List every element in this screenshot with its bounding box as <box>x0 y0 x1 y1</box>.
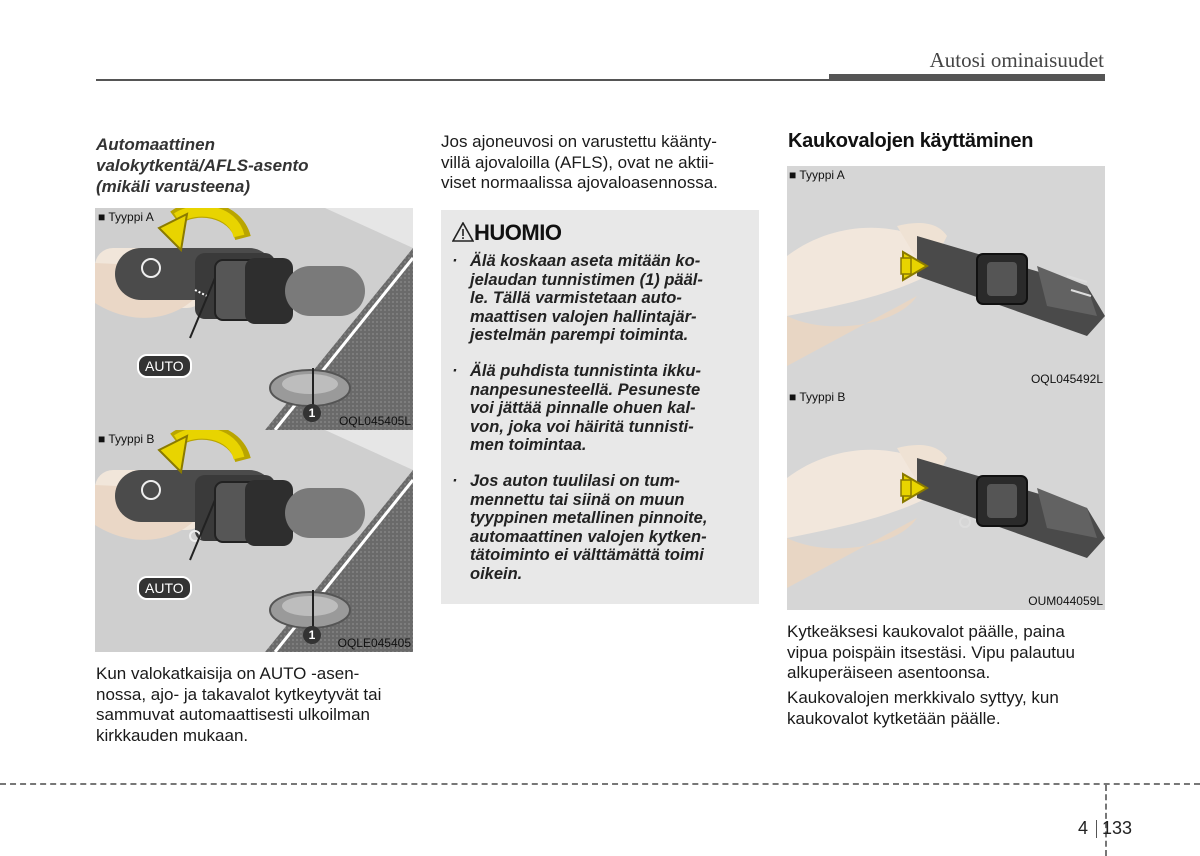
bullet: · <box>452 252 458 270</box>
section-title-line: Automaattinen <box>96 135 215 154</box>
text-line: von, joka voi häiritä tunnisti- <box>470 417 694 436</box>
text-line: Kytkeäksesi kaukovalot päälle, paina <box>787 622 1065 641</box>
figure-code: OQLE045405 <box>337 636 411 650</box>
text-line: alkuperäiseen asentoonsa. <box>787 663 991 682</box>
text-line: tyyppinen metallinen pinnoite, <box>470 509 708 528</box>
chapter-number: 4 <box>1078 818 1089 838</box>
figure-code: OQL045492L <box>1030 372 1103 386</box>
section-title-line: (mikäli varusteena) <box>96 177 251 196</box>
caution-item <box>452 252 752 345</box>
text-line: Kaukovalojen merkkivalo syttyy, kun <box>787 688 1059 707</box>
figure-code: OQL045405L <box>338 414 411 428</box>
text-line: nanpesunesteellä. Pesuneste <box>470 380 701 399</box>
text-line: maattisen valojen hallintajär- <box>470 307 697 326</box>
text-line: jelaudan tunnistimen (1) pääl- <box>470 270 703 289</box>
auto-badge: AUTO <box>137 354 192 378</box>
text-line: viset normaalissa ajovaloasennossa. <box>441 173 718 192</box>
bullet: · <box>452 362 458 380</box>
header-title: Autosi ominaisuudet <box>929 48 1104 72</box>
high-beam-instructions <box>787 622 1105 684</box>
figure-high-beam-type-b <box>787 388 1105 610</box>
text-line: kaukovalot kytketään päälle. <box>787 708 1001 728</box>
auto-light-description <box>96 664 414 746</box>
text-line: Älä koskaan aseta mitään ko- <box>470 252 701 270</box>
caution-item <box>452 472 752 584</box>
bullet: · <box>452 472 458 490</box>
text-line: sammuvat automaattisesti ulkoilman <box>96 705 371 724</box>
callout-number: 1 <box>303 626 321 644</box>
section-title-line: valokytkentä/AFLS-asento <box>96 156 309 175</box>
auto-badge: AUTO <box>137 576 192 600</box>
figure-high-beam-type-a <box>787 166 1105 388</box>
figure-light-switch-type-b <box>95 430 413 652</box>
text-line: Jos ajoneuvosi on varustettu käänty- <box>441 132 717 151</box>
header-rule <box>96 79 829 81</box>
footer-dashed-rule <box>0 783 1200 785</box>
page-number-separator <box>1096 820 1097 838</box>
high-beam-illustration <box>787 388 1105 610</box>
text-line: voi jättää pinnalle ohuen kal- <box>470 399 696 418</box>
text-line: nossa, ajo- ja takavalot kytkeytyvät tai <box>96 684 382 704</box>
figure-code: OUM044059L <box>1028 594 1103 608</box>
figure-light-switch-type-a <box>95 208 413 430</box>
high-beam-illustration <box>787 166 1105 388</box>
text-line: jestelmän parempi toiminta. <box>470 326 689 345</box>
high-beam-indicator-note <box>787 688 1105 729</box>
caution-item <box>452 362 752 455</box>
text-line: kirkkauden mukaan. <box>96 725 249 745</box>
text-line: vipua poispäin itsestäsi. Vipu palautuu <box>787 642 1075 662</box>
figure-label: ■ Tyyppi B <box>789 390 846 404</box>
light-switch-illustration <box>95 208 413 430</box>
text-line: Älä puhdista tunnistinta ikku- <box>470 362 702 380</box>
afls-intro <box>441 132 759 194</box>
text-line: Kun valokatkaisija on AUTO -asen- <box>96 664 360 683</box>
section-title-high-beam: Kaukovalojen käyttäminen <box>788 130 1034 152</box>
figure-label: ■ Tyyppi A <box>789 168 845 182</box>
caution-title: HUOMIO <box>474 220 562 245</box>
light-switch-illustration <box>95 430 413 652</box>
header-rule-bold <box>829 74 1105 81</box>
text-line: le. Tällä varmistetaan auto- <box>470 289 682 308</box>
text-line: oikein. <box>470 564 523 583</box>
caution-box <box>441 210 759 604</box>
callout-number: 1 <box>303 404 321 422</box>
text-line: villä ajovaloilla (AFLS), ovat ne aktii- <box>441 152 715 172</box>
text-line: tätoiminto ei välttämättä toimi <box>470 546 704 565</box>
page-number: 133 <box>1102 818 1133 838</box>
text-line: men toimintaa. <box>470 436 587 455</box>
figure-label: ■ Tyyppi B <box>98 432 155 446</box>
figure-label: ■ Tyyppi A <box>98 210 154 224</box>
warning-triangle-icon <box>452 222 474 242</box>
text-line: automaattinen valojen kytken- <box>470 527 707 546</box>
text-line: Jos auton tuulilasi on tum- <box>470 472 680 490</box>
text-line: mennettu tai siinä on muun <box>470 490 685 509</box>
section-title-auto-light <box>96 134 396 197</box>
